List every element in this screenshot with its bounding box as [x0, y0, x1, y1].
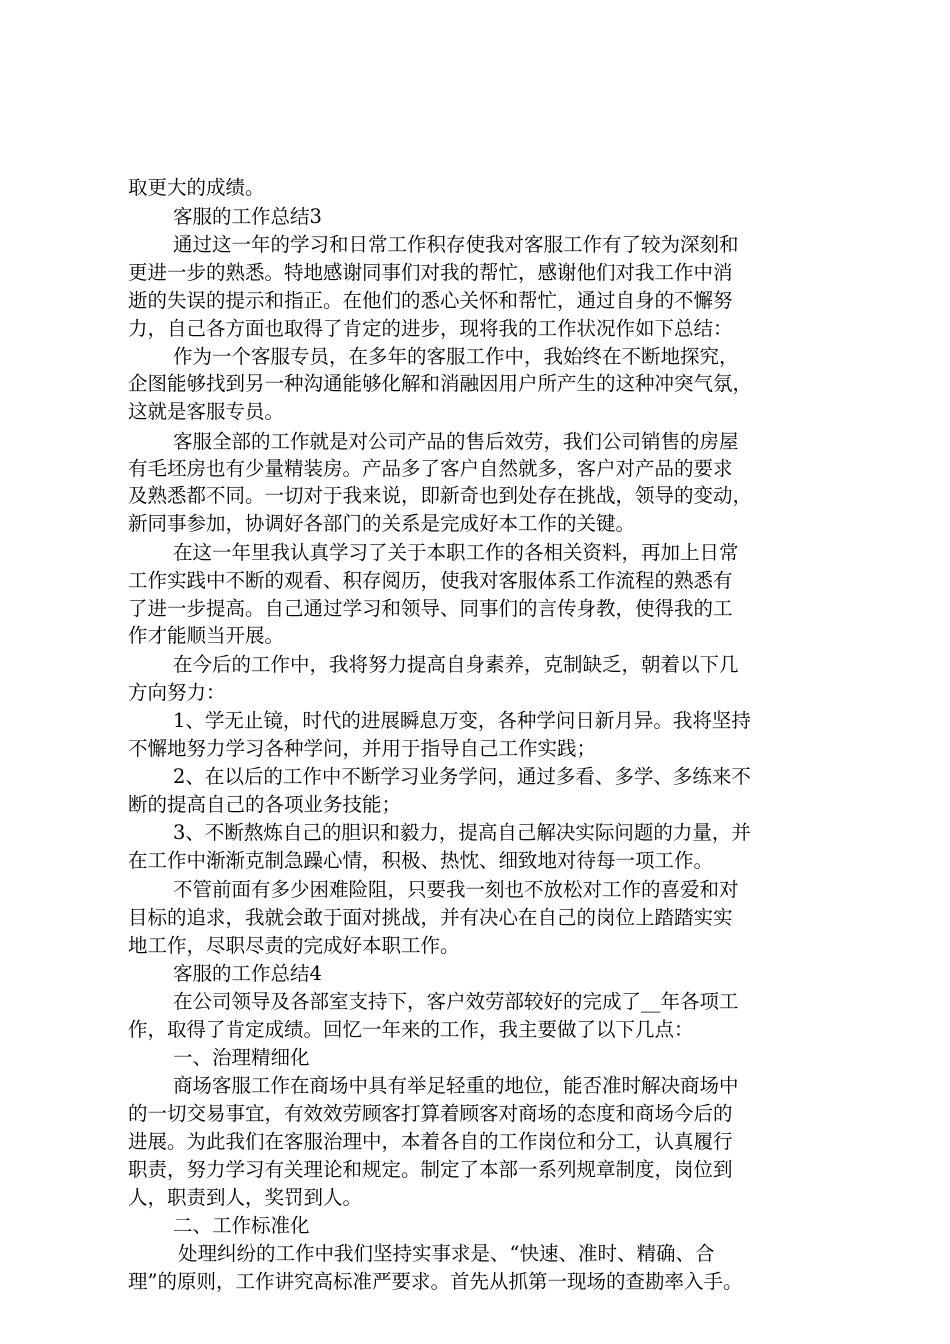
text-line: 目标的追求，我就会敢于面对挑战，并有决心在自己的岗位上踏踏实实	[128, 906, 733, 929]
text-line: 进展。为此我们在客服治理中，本着各自的工作岗位和分工，认真履行	[128, 1130, 733, 1153]
text-line: 有毛坯房也有少量精装房。产品多了客户自然就多，客户对产品的要求	[128, 457, 733, 480]
text-line: 了进一步提高。自己通过学习和领导、同事们的言传身教，使得我的工	[128, 597, 733, 620]
text-line: 方向努力：	[128, 681, 226, 704]
text-line: 力，自己各方面也取得了肯定的进步，现将我的工作状况作如下总结：	[128, 317, 733, 340]
text-line: 不懈地努力学习各种学问，并用于指导自己工作实践；	[128, 737, 597, 760]
text-line: 逝的失误的提示和指正。在他们的悉心关怀和帮忙，通过自身的不懈努	[128, 289, 733, 312]
text-line: 不管前面有多少困难险阻，只要我一刻也不放松对工作的喜爱和对	[173, 878, 739, 901]
text-line: 处理纠纷的工作中我们坚持实事求是、“快速、准时、精确、合	[178, 1242, 715, 1265]
text-line: 通过这一年的学习和日常工作积存使我对客服工作有了较为深刻和	[173, 233, 739, 256]
section-heading: 客服的工作总结4	[173, 962, 322, 985]
text-line: 断的提高自己的各项业务技能；	[128, 793, 402, 816]
text-line: 人，职责到人，奖罚到人。	[128, 1186, 363, 1209]
text-line: 更进一步的熟悉。特地感谢同事们对我的帮忙，感谢他们对我工作中消	[128, 261, 733, 284]
text-line: 在公司领导及各部室支持下，客户效劳部较好的完成了__年各项工	[173, 990, 739, 1013]
text-line: 职责，努力学习有关理论和规定。制定了本部一系列规章制度，岗位到	[128, 1158, 733, 1181]
text-line: 新同事参加，协调好各部门的关系是完成好本工作的关键。	[128, 512, 636, 535]
text-line: 理”的原则，工作讲究高标准严要求。首先从抓第一现场的查勘率入手。	[128, 1270, 743, 1293]
text-line: 客服全部的工作就是对公司产品的售后效劳，我们公司销售的房屋	[173, 430, 739, 453]
list-item: 2、在以后的工作中不断学习业务学问，通过多看、多学、多练来不	[173, 765, 751, 788]
text-line: 地工作，尽职尽责的完成好本职工作。	[128, 934, 460, 957]
text-line: 及熟悉都不同。一切对于我来说，即新奇也到处存在挑战，领导的变动，	[128, 484, 753, 507]
text-line: 这就是客服专员。	[128, 400, 285, 423]
text-line: 在今后的工作中，我将努力提高自身素养，克制缺乏，朝着以下几	[173, 653, 739, 676]
subsection-heading: 一、治理精细化	[173, 1046, 310, 1069]
text-line: 的一切交易事宜，有效效劳顾客打算着顾客对商场的态度和商场今后的	[128, 1102, 733, 1125]
section-heading: 客服的工作总结3	[173, 205, 322, 228]
text-line: 工作实践中不断的观看、积存阅历，使我对客服体系工作流程的熟悉有	[128, 569, 733, 592]
subsection-heading: 二、工作标准化	[173, 1214, 310, 1237]
text-line: 作，取得了肯定成绩。回忆一年来的工作，我主要做了以下几点：	[128, 1018, 694, 1041]
text-line: 作为一个客服专员，在多年的客服工作中，我始终在不断地探究，	[173, 345, 739, 368]
text-line: 作才能顺当开展。	[128, 624, 285, 647]
list-item: 3、不断熬炼自己的胆识和毅力，提高自己解决实际问题的力量，并	[173, 821, 751, 844]
text-line: 取更大的成绩。	[128, 176, 265, 199]
text-line: 企图能够找到另一种沟通能够化解和消融因用户所产生的这种冲突气氛，	[128, 372, 753, 395]
list-item: 1、学无止镜，时代的进展瞬息万变，各种学问日新月异。我将坚持	[173, 709, 751, 732]
text-line: 在工作中渐渐克制急躁心情，积极、热忱、细致地对待每一项工作。	[128, 849, 714, 872]
text-line: 在这一年里我认真学习了关于本职工作的各相关资料，再加上日常	[173, 541, 739, 564]
text-line: 商场客服工作在商场中具有举足轻重的地位，能否准时解决商场中	[173, 1074, 739, 1097]
